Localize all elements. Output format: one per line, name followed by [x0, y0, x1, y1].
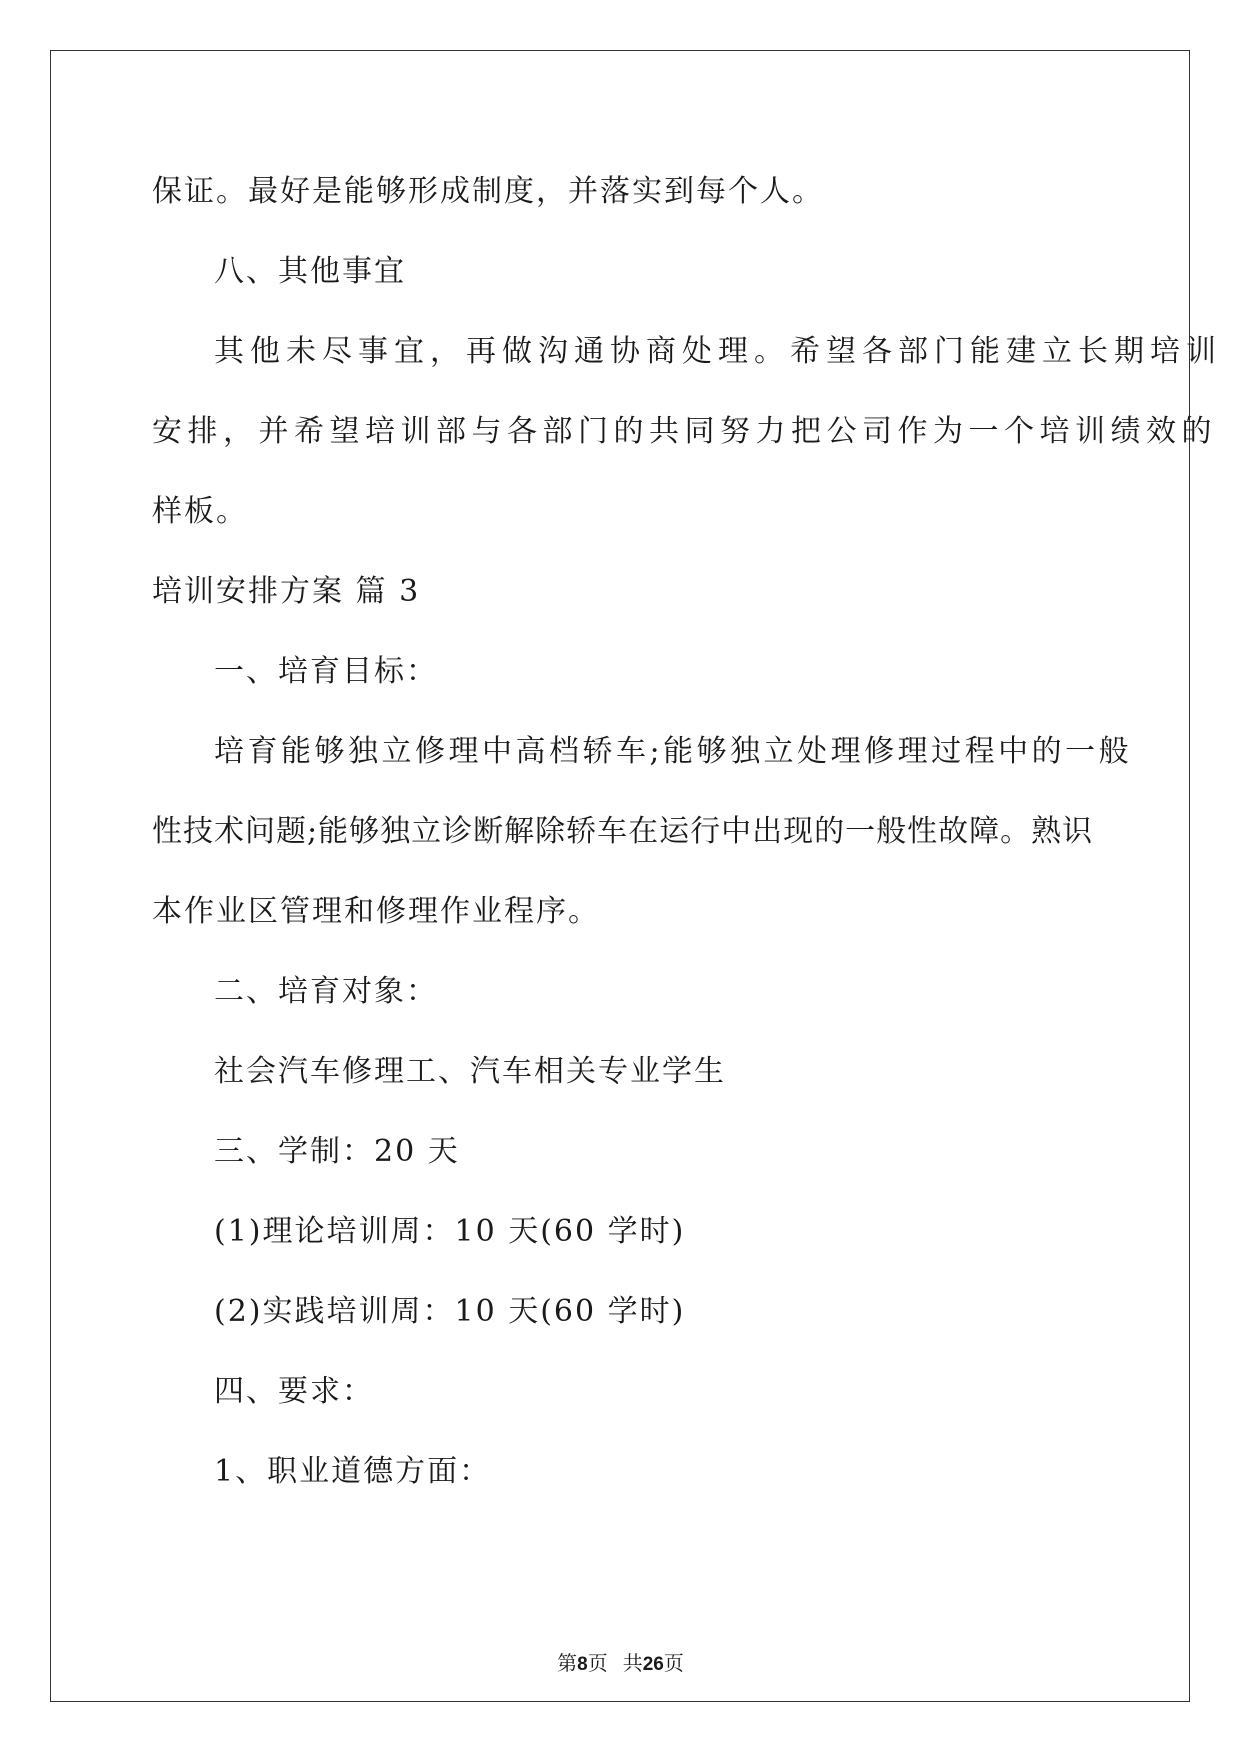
body-line-1: 保证。最好是能够形成制度，并落实到每个人。 — [152, 174, 824, 209]
page-footer — [0, 1652, 1241, 1677]
section-heading-8: 八、其他事宜 — [214, 254, 406, 289]
body-line-9: 性技术问题;能够独立诊断解除轿车在运行中出现的一般性故障。熟识 — [152, 814, 1094, 849]
section-heading-1: 一、培育目标： — [214, 654, 438, 689]
footer-total-pages: 26 — [642, 1654, 664, 1675]
body-line-14: (1)理论培训周：10 天(60 学时) — [214, 1214, 686, 1249]
section-heading-4: 四、要求： — [214, 1374, 374, 1409]
body-line-10: 本作业区管理和修理作业程序。 — [152, 894, 600, 929]
body-line-8: 培育能够独立修理中高档轿车;能够独立处理修理过程中的一般 — [214, 734, 1133, 769]
footer-page-number: 8 — [577, 1654, 588, 1675]
footer-total-prefix: 共 — [622, 1653, 643, 1675]
body-line-3: 其他未尽事宜，再做沟通协商处理。希望各部门能建立长期培训 — [214, 334, 1222, 369]
body-line-15: (2)实践培训周：10 天(60 学时) — [214, 1294, 686, 1329]
body-line-4: 安排，并希望培训部与各部门的共同努力把公司作为一个培训绩效的 — [152, 414, 1217, 449]
body-line-12: 社会汽车修理工、汽车相关专业学生 — [214, 1054, 726, 1089]
footer-total-suffix: 页 — [663, 1653, 684, 1675]
body-line-5: 样板。 — [152, 494, 248, 529]
body-line-17: 1、职业道德方面： — [214, 1454, 492, 1489]
footer-page-prefix: 第 — [557, 1653, 578, 1675]
section-heading-3: 三、学制：20 天 — [214, 1134, 460, 1169]
article-heading: 培训安排方案 篇 3 — [152, 574, 421, 609]
footer-page-suffix: 页 — [587, 1653, 608, 1675]
section-heading-2: 二、培育对象： — [214, 974, 438, 1009]
